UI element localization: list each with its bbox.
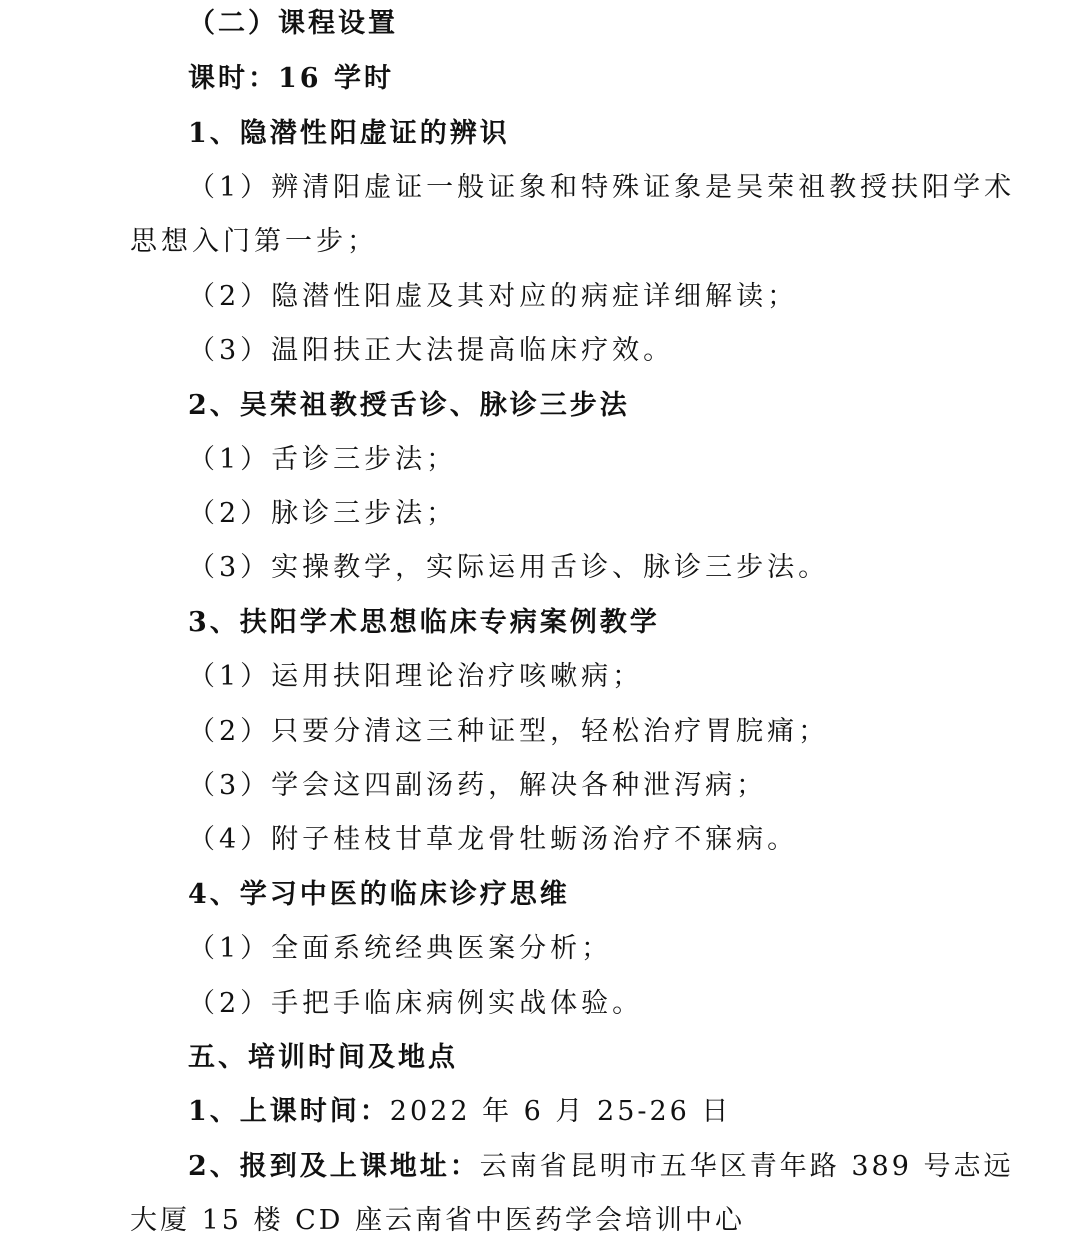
module-item: （2）手把手临床病例实战体验。	[188, 988, 644, 1019]
module-item: （1）全面系统经典医案分析；	[188, 933, 613, 964]
training-section-title: 五、培训时间及地点	[188, 1042, 458, 1073]
module-item: （2）脉诊三步法；	[188, 498, 458, 529]
section-title: （二）课程设置	[188, 8, 398, 39]
training-address-label: 2、报到及上课地址：	[188, 1151, 480, 1182]
course-hours: 课时：16 学时	[188, 63, 394, 94]
module-item: （2）只要分清这三种证型，轻松治疗胃脘痛；	[188, 716, 830, 747]
module-item: （1）运用扶阳理论治疗咳嗽病；	[188, 661, 644, 692]
module-item: （3）学会这四副汤药，解决各种泄泻病；	[188, 770, 768, 801]
module-heading: 2、吴荣祖教授舌诊、脉诊三步法	[188, 390, 630, 421]
training-time	[188, 1092, 731, 1132]
module-heading: 4、学习中医的临床诊疗思维	[188, 879, 570, 910]
training-time-value: 2022 年 6 月 25-26 日	[389, 1096, 732, 1127]
module-item: （2）隐潜性阳虚及其对应的病症详细解读；	[188, 281, 799, 312]
training-address-continuation: 大厦 15 楼 CD 座云南省中医药学会培训中心	[130, 1205, 745, 1236]
training-address	[188, 1147, 1014, 1187]
module-item: （4）附子桂枝甘草龙骨牡蛎汤治疗不寐病。	[188, 824, 799, 855]
training-time-label: 1、上课时间：	[188, 1096, 390, 1127]
module-item: （3）实操教学，实际运用舌诊、脉诊三步法。	[188, 552, 830, 583]
module-item: （1）舌诊三步法；	[188, 444, 458, 475]
training-address-value: 云南省昆明市五华区青年路 389 号志远	[479, 1151, 1014, 1182]
module-heading: 3、扶阳学术思想临床专病案例教学	[188, 607, 660, 638]
module-item: 思想入门第一步；	[130, 226, 378, 257]
module-heading: 1、隐潜性阳虚证的辨识	[188, 118, 510, 149]
module-item: （3）温阳扶正大法提高临床疗效。	[188, 335, 675, 366]
module-item: （1）辨清阳虚证一般证象和特殊证象是吴荣祖教授扶阳学术	[188, 172, 1016, 203]
